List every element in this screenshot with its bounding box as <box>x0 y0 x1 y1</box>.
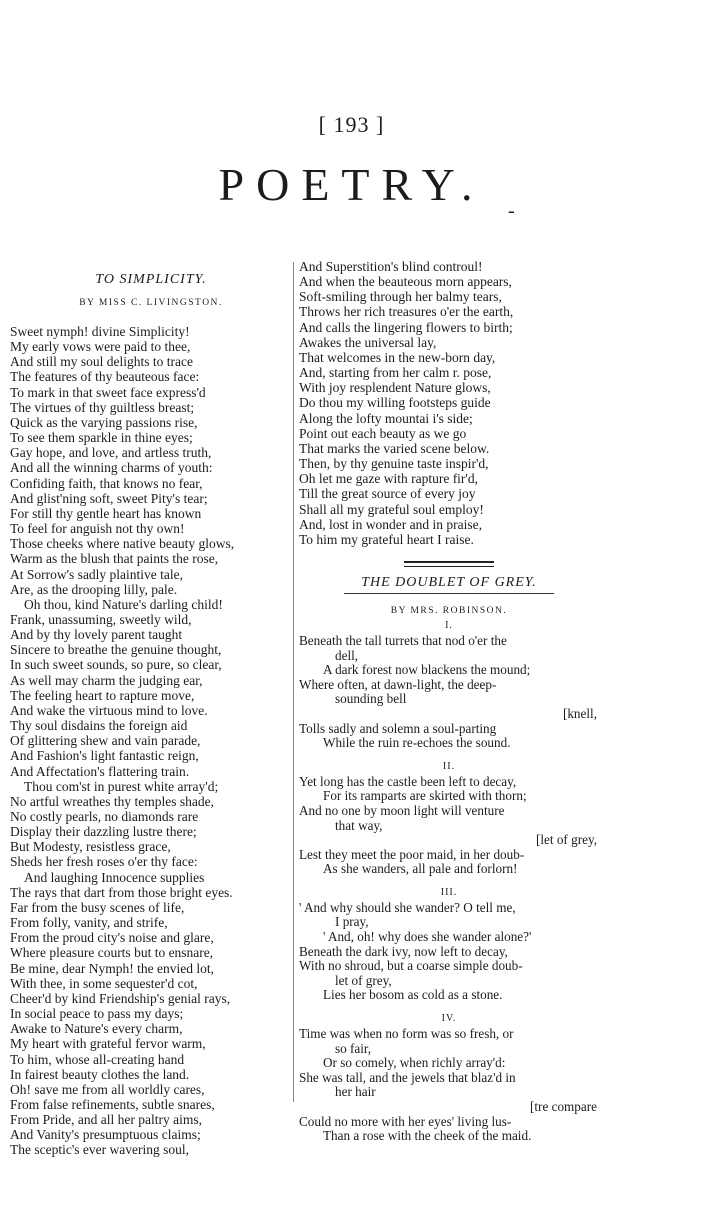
stanza-line: Than a rose with the cheek of the maid. <box>323 1128 532 1144</box>
poem-line: From the proud city's noise and glare, <box>10 930 214 946</box>
stanza-line: Where often, at dawn-light, the deep- <box>299 676 497 692</box>
poem-line: To feel for anguish not thy own! <box>10 521 185 537</box>
poem-line: From Pride, and all her paltry aims, <box>10 1112 202 1128</box>
stray-ink-mark: - <box>508 200 515 222</box>
poem-line: Sweet nymph! divine Simplicity! <box>10 324 190 339</box>
stanza-line: She was tall, and the jewels that blaz'd in <box>299 1069 516 1085</box>
poem-line: To mark in that sweet face express'd <box>10 384 206 400</box>
poem-line: And Affectation's flattering train. <box>10 763 190 779</box>
poem-line: Oh let me gaze with rapture fir'd, <box>299 471 478 487</box>
poem-line: Along the lofty mountai i's side; <box>299 410 473 426</box>
poem-line: At Sorrow's sadly plaintive tale, <box>10 566 184 582</box>
stanza-line: As she wanders, all pale and forlorn! <box>323 861 518 877</box>
stanza-gap <box>299 751 599 757</box>
poem-line: My heart with grateful fervor warm, <box>10 1036 206 1052</box>
stanza-line: [let of grey, <box>535 832 597 848</box>
stanza-gap <box>299 877 599 883</box>
poem-line: The rays that dart from those bright eyes. <box>10 884 233 900</box>
poem-line: The sceptic's ever wavering soul, <box>10 1142 189 1158</box>
poem-line: Far from the busy scenes of life, <box>10 899 185 915</box>
stanza-line: Time was when no form was so fresh, or <box>299 1026 514 1042</box>
poem-line: Gay hope, and love, and artless truth, <box>10 445 212 461</box>
poem-line: Of glittering shew and vain parade, <box>10 733 201 749</box>
poem-line: The features of thy beauteous face: <box>10 369 200 385</box>
page-heading: POETRY. <box>218 159 485 210</box>
section-separator <box>299 561 599 567</box>
stanza-line: A dark forest now blackens the mound; <box>323 662 531 678</box>
poem-line: Frank, unassuming, sweetly wild, <box>10 611 192 627</box>
poem-line: Awake to Nature's every charm, <box>10 1021 183 1037</box>
stanza-line: I pray, <box>335 914 369 930</box>
right-column <box>299 259 599 1150</box>
stanza-line: that way, <box>335 817 383 833</box>
poem-line: And when the beauteous morn appears, <box>299 274 512 290</box>
stanza-line: sounding bell <box>335 691 407 707</box>
stanza-line: [knell, <box>562 705 597 721</box>
stanza-line: Beneath the dark ivy, now left to decay, <box>299 943 508 959</box>
poem-line: Those cheeks where native beauty glows, <box>10 536 235 552</box>
stanza-number: IV. <box>441 1013 457 1025</box>
poem-line: Thou com'st in purest white array'd; <box>24 778 219 794</box>
poem-line: And all the winning charms of youth: <box>10 460 213 476</box>
double-rule <box>404 561 494 567</box>
stanza-line: And no one by moon light will venture <box>299 802 505 818</box>
poem-line: As well may charm the judging ear, <box>10 672 203 688</box>
poem2-stanzas <box>299 620 599 1150</box>
poem-line: Till the great source of every joy <box>299 486 476 502</box>
poem-line: Warm as the blush that paints the rose, <box>10 551 219 567</box>
poem-line: To him, whose all-creating hand <box>10 1051 185 1067</box>
poem1-title: TO SIMPLICITY. <box>95 272 207 287</box>
poem-line: And Fashion's light fantastic reign, <box>10 748 199 764</box>
stanza-line: While the ruin re-echoes the sound. <box>323 735 511 751</box>
poem2-author: BY MRS. ROBINSON. <box>390 605 508 616</box>
poem-line: No artful wreathes thy temples shade, <box>10 793 214 809</box>
poem-line: Are, as the drooping lilly, pale. <box>10 581 178 597</box>
poem-line: Confiding faith, that knows no fear, <box>10 475 203 491</box>
poem2-title-underline <box>344 593 554 594</box>
poem-line: Sheds her fresh roses o'er thy face: <box>10 854 198 870</box>
poem-line: And still my soul delights to trace <box>10 354 193 370</box>
poem-line: And calls the lingering flowers to birth; <box>299 319 513 335</box>
poem-line: Be mine, dear Nymph! the envied lot, <box>10 960 214 976</box>
poem-line: For still thy gentle heart has known <box>10 505 202 521</box>
stanza-line: Or so comely, when richly array'd: <box>323 1055 506 1071</box>
poem2-title: THE DOUBLET OF GREY. <box>361 574 537 590</box>
stanza-line: [tre compare <box>530 1099 597 1114</box>
poem-line: And by thy lovely parent taught <box>10 627 183 643</box>
stanza-line: Tolls sadly and solemn a soul-parting <box>299 720 497 736</box>
stanza-line: Beneath the tall turrets that nod o'er the <box>299 632 507 648</box>
poem-line: Then, by thy genuine taste inspir'd, <box>299 456 489 472</box>
stanza-line: Lies her bosom as cold as a stone. <box>323 987 503 1003</box>
poem-line: From false refinements, subtle snares, <box>10 1096 215 1112</box>
stanza-line: For its ramparts are skirted with thorn; <box>323 788 527 804</box>
poem-line: Oh! save me from all worldly cares, <box>10 1081 205 1097</box>
poem-line: Point out each beauty as we go <box>299 425 467 441</box>
poem-line: That marks the varied scene below. <box>299 440 490 456</box>
stanza-line: ' And why should she wander? O tell me, <box>299 899 516 915</box>
poem-line: My early vows were paid to thee, <box>10 339 191 355</box>
stanza-number: II. <box>442 760 456 772</box>
poem-line: Display their dazzling lustre there; <box>10 824 197 840</box>
poem-line: In fairest beauty clothes the land. <box>10 1066 190 1082</box>
stanza <box>299 634 599 751</box>
poem-line: Cheer'd by kind Friendship's genial rays, <box>10 990 231 1006</box>
poem-line: Oh thou, kind Nature's darling child! <box>24 596 223 612</box>
stanza-line: let of grey, <box>335 972 392 988</box>
stanza <box>299 775 599 877</box>
poem-line: In social peace to pass my days; <box>10 1006 184 1022</box>
stanza-gap <box>299 1144 599 1150</box>
stanza-line: her hair <box>335 1084 376 1100</box>
poem-line: To him my grateful heart I raise. <box>299 531 474 547</box>
poem-line: The virtues of thy guiltless breast; <box>10 399 195 415</box>
column-divider <box>293 262 294 1102</box>
stanza <box>299 1027 599 1144</box>
poem-line: And, starting from her calm r. pose, <box>299 365 492 381</box>
poem1-continued-lines <box>299 259 599 547</box>
poem-line: And laughing Innocence supplies <box>24 869 205 885</box>
page-number: [ 193 ] <box>318 112 385 137</box>
poem-line: And Vanity's presumptuous claims; <box>10 1127 201 1143</box>
poem-line: Awakes the universal lay, <box>299 334 437 350</box>
poem-line: Shall all my grateful soul employ! <box>299 501 484 517</box>
poem-line: And Superstition's blind controul! <box>299 259 483 274</box>
poem-line: From folly, vanity, and strife, <box>10 915 168 931</box>
poem-line: And wake the virtuous mind to love. <box>10 702 208 718</box>
stanza-number: III. <box>440 886 458 898</box>
poem-line: Do thou my willing footsteps guide <box>299 395 491 411</box>
poem-line: Quick as the varying passions rise, <box>10 414 198 430</box>
stanza-line: Lest they meet the poor maid, in her doub- <box>299 846 525 862</box>
poem-line: And, lost in wonder and in praise, <box>299 516 482 532</box>
poem-line: In such sweet sounds, so pure, so clear, <box>10 657 222 673</box>
stanza-line: Could no more with her eyes' living lus- <box>299 1113 512 1129</box>
stanza-line: so fair, <box>335 1040 372 1056</box>
poem-line: But Modesty, resistless grace, <box>10 839 171 855</box>
stanza-number: I. <box>445 619 453 631</box>
poem-line: And glist'ning soft, sweet Pity's tear; <box>10 490 208 506</box>
poem1-author: BY MISS C. LIVINGSTON. <box>79 298 223 308</box>
poem-line: The feeling heart to rapture move, <box>10 687 195 703</box>
left-column <box>10 270 292 1158</box>
stanza-gap <box>299 1003 599 1009</box>
poem-line: With thee, in some sequester'd cot, <box>10 975 198 991</box>
poem-line: Thy soul disdains the foreign aid <box>10 718 188 734</box>
poem-line: To see them sparkle in thine eyes; <box>10 430 193 446</box>
poem-line: With joy resplendent Nature glows, <box>299 380 491 396</box>
poem-line: Soft-smiling through her balmy tears, <box>299 289 502 305</box>
stanza-line: ' And, oh! why does she wander alone?' <box>323 929 532 945</box>
poem-line: That welcomes in the new-born day, <box>299 349 496 365</box>
poem-line: Throws her rich treasures o'er the earth, <box>299 304 514 320</box>
stanza-line: With no shroud, but a coarse simple doub- <box>299 958 523 974</box>
poem-line: Where pleasure courts but to ensnare, <box>10 945 214 961</box>
stanza-line: dell, <box>335 647 359 663</box>
stanza-line: Yet long has the castle been left to decay, <box>299 773 517 789</box>
poem-line: Sincere to breathe the genuine thought, <box>10 642 222 658</box>
stanza <box>299 901 599 1003</box>
poem-line: No costly pearls, no diamonds rare <box>10 809 199 824</box>
poem1-lines <box>10 324 292 1158</box>
